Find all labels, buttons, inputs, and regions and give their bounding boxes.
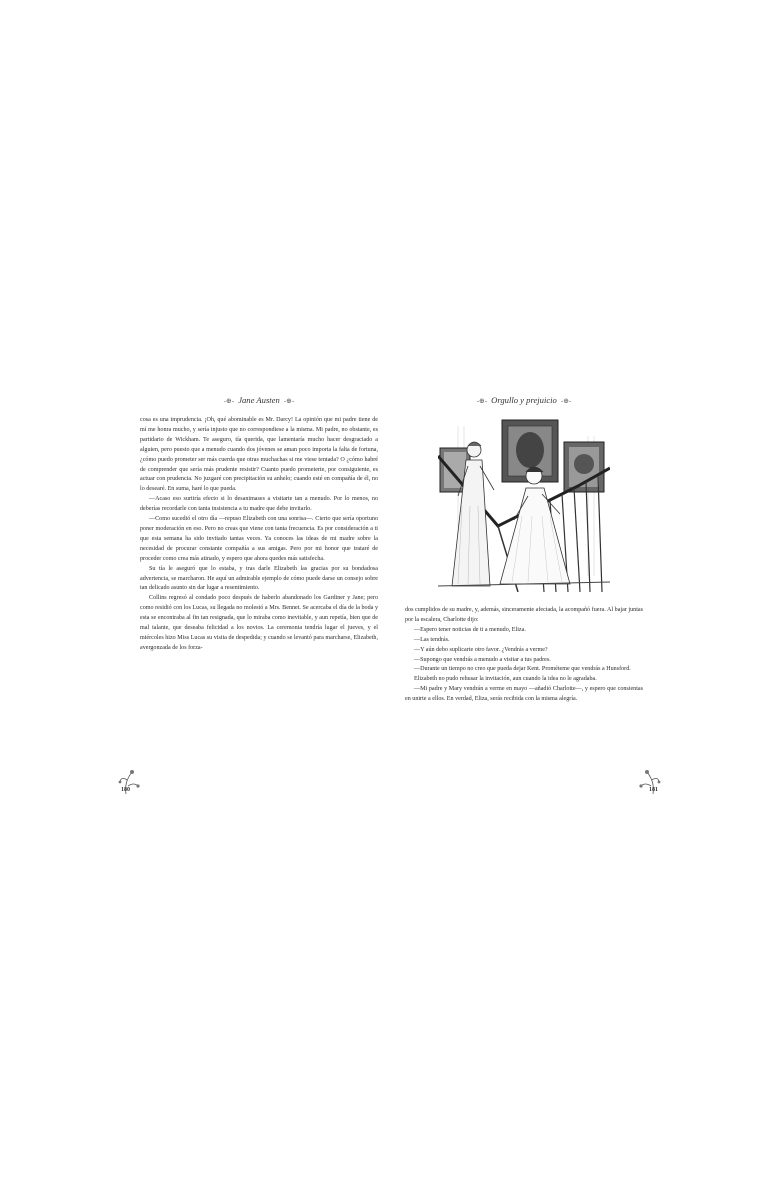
paragraph: Collins regresó al condado poco después de haberlo abandonado los Gardiner y Jane; pero como residió con los Lucas, su llegada no molestó a Mrs. Bennet. Se acercaba el día de la boda y esta se encontraba al fin tan resignada, que lo miraba como inevitable, y aun repetía, bien que de mal talante, que deseaba felicidad a los novios. La ceremonia tendría lugar el jueves, y el miércoles hizo Miss Lucas su visita de despedida; y cuando se levantó para marcharse, Elizabeth, avergonzada de los forza- [140,595,378,651]
paragraph: Su tía le aseguró que lo estaba, y tras darle Elizabeth las gracias por su bondadosa advertencia, se marcharon. He aquí un admirable ejemplo de cómo puede darse un consejo sobre tan delicado asunto sin dar lugar a resentimiento. [140,565,378,592]
paragraph: dos cumplidos de su madre, y, además, sinceramente afectada, la acompañó fuera. Al bajar juntas por la escalera, Charlotte dijo: [405,607,643,623]
left-folio [118,768,148,796]
right-page [405,395,643,705]
paragraph: —Y aún debo suplicarte otro favor. ¿Vendrás a verme? [414,646,548,653]
left-running-head: -⊕- Jane Austen -⊕- [223,395,295,405]
paragraph: Elizabeth no pudo rehusar la invitación, aun cuando la idea no le agradaba. [414,676,597,683]
left-page [140,395,378,654]
paragraph: cosa es una imprudencia. ¡Oh, qué abominable es Mr. Darcy! La opinión que mi padre tiene de mí me honra mucho, y sería injusto que no correspondiese a la misma. Mi padre, no obstante, es partidario de Wickham. Te aseguro, tía querida, que lamentaría mucho hacer desgraciado a alguien, pero puesto que a menudo cuando dos jóvenes se aman poco importa la falta de fortuna, ¿cómo puedo prometer ser más cuerda que otras muchachas si me viese tentada? O ¿cómo habré de comprender que sería más prudente resistir? Cuanto puedo prometerte, por consiguiente, es actuar con prudencia. No juzgaré con precipitación su anhelo; cuando esté en compañía de él, no lo desearé. En suma, haré lo que pueda. [140,417,378,493]
page-number: 181 [649,787,658,793]
engraving-illustration [438,416,610,592]
paragraph: —Espero tener noticias de ti a menudo, Eliza. [414,626,526,633]
paragraph: —Supongo que vendrás a menudo a visitar a tus padres. [414,656,551,663]
right-running-head: -⊕- Orgullo y prejuicio -⊕- [476,395,572,405]
paragraph: —Durante un tiempo no creo que pueda dejar Kent. Prométeme que vendrás a Hunsford. [414,666,631,673]
ornament-icon: -⊕- [223,397,235,405]
right-body-text [405,606,643,705]
ornament-icon: -⊕- [283,397,295,405]
page-number: 180 [121,787,130,793]
right-folio [631,768,661,796]
ornament-icon: -⊕- [476,397,488,405]
paragraph: —Como sucedió el otro día —repuso Elizabeth con una sonrisa—. Cierto que sería oportuno poner moderación en eso. Pero no creas que viene con tanta frecuencia. Es por consideración a ti que esta semana ha sido invitado tantas veces. Ya conoces las ideas de mi madre sobre la necesidad de procurar constante compañía a sus amigas. Pero por mi honor que trataré de proceder como crea más atinado, y espero que ahora quedes más satisfecha. [140,516,378,562]
left-body-text [140,416,378,654]
paragraph: —Acaso eso surtiría efecto si lo desanimases a visitarte tan a menudo. Por lo menos, no deberías recordarle con tanta insistencia a tu madre que debe invitarlo. [140,496,378,513]
ornament-icon: -⊕- [560,397,572,405]
paragraph: —Mi padre y Mary vendrán a verme en mayo —añadió Charlotte—, y espero que consientas en unirte a ellos. En verdad, Eliza, serás recibida con la misma alegría. [405,686,643,703]
paragraph: —Las tendrás. [414,636,450,643]
